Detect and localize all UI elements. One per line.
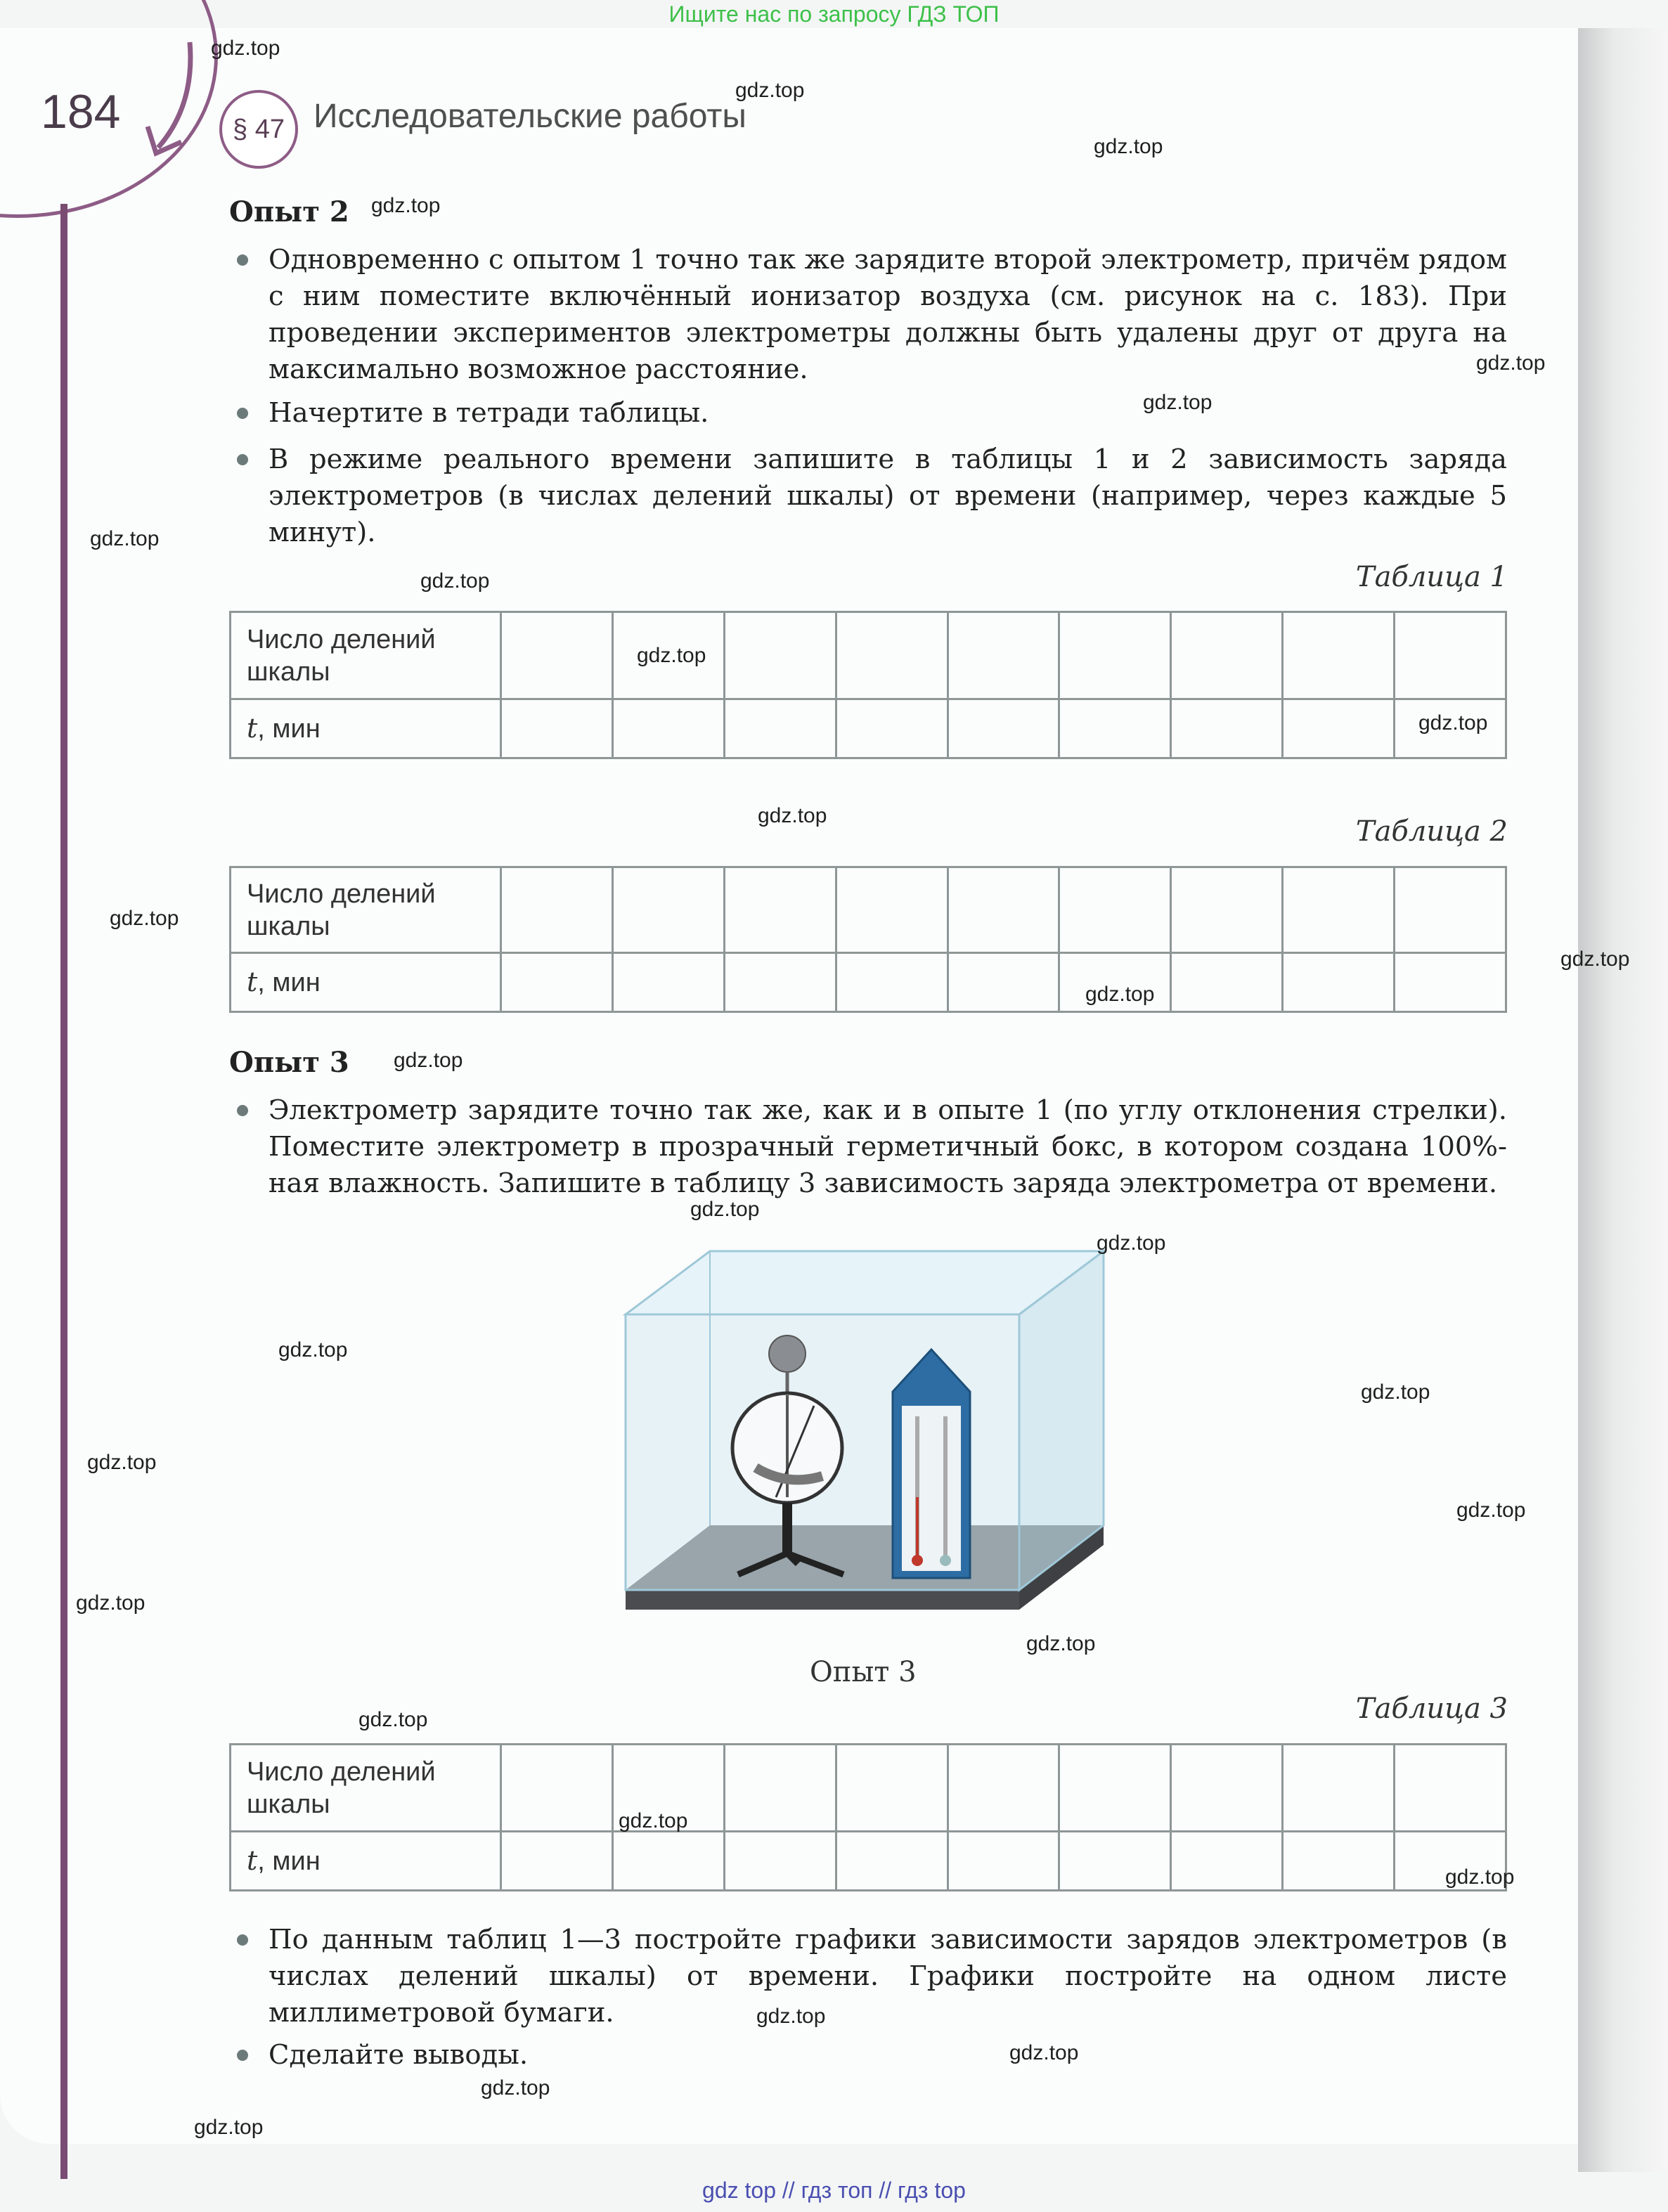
table-cell [1059, 612, 1171, 699]
table-cell [1059, 1832, 1171, 1891]
table-cell [1283, 867, 1395, 953]
table-cell [1171, 953, 1283, 1012]
table-cell [1283, 1745, 1395, 1832]
section-title: Исследовательские работы [313, 98, 746, 135]
watermark: gdz.top [690, 1198, 760, 1221]
table-cell [501, 953, 613, 1012]
watermark: gdz.top [1361, 1380, 1430, 1404]
table-3 [229, 1743, 1507, 1891]
watermark: gdz.top [1143, 391, 1213, 414]
table3-caption: Таблица 3 [1355, 1693, 1508, 1725]
time-unit: , мин [257, 714, 321, 744]
exp2-bullet-2: Начертите в тетради таблицы. [269, 397, 709, 429]
table-cell [724, 1745, 836, 1832]
page-edge-shadow [1578, 28, 1668, 2172]
time-variable: t [247, 966, 258, 997]
watermark: gdz.top [1085, 983, 1155, 1006]
exp3-bullet: Электрометр зарядите точно так же, как и в опыте 1 (по углу отклонения стрелки). Поместите электрометр в прозрачный герметичный бокс, в котором создана 100%-ная влажность. Запишите в таблицу 3 зависимость заряда электрометра от времени. [269, 1094, 1507, 1199]
watermark: gdz.top [1560, 947, 1630, 971]
watermark: gdz.top [1456, 1499, 1526, 1522]
watermark: gdz.top [371, 194, 441, 217]
exp2-bullet-1: Одновременно с опытом 1 точно так же зарядите второй электрометр, причём рядом с ним поместите включённый ионизатор воздуха (см. рисунок на с. 183). При проведении экспериментов электрометры должны быть удалены друг от друга на максимально возможное расстояние. [269, 244, 1507, 385]
watermark: gdz.top [758, 804, 827, 827]
table-cell [501, 1745, 613, 1832]
watermark: gdz.top [1009, 2041, 1079, 2064]
bullet-dot [237, 2050, 248, 2061]
table-cell [1059, 1745, 1171, 1832]
table-cell [1395, 953, 1506, 1012]
watermark: gdz.top [394, 1049, 463, 1072]
watermark: gdz.top [637, 644, 706, 667]
table-cell [724, 699, 836, 758]
table-cell [1171, 1745, 1283, 1832]
time-unit: , мин [257, 1846, 321, 1876]
table-cell [948, 953, 1059, 1012]
table-cell [612, 953, 724, 1012]
time-variable: t [247, 1845, 258, 1876]
table-cell [1059, 699, 1171, 758]
final-bullet-1: По данным таблиц 1—3 постройте графики зависимости зарядов электрометров (в числах делений шкалы) от времени. Графики постройте на одном листе миллиметровой бумаги. [269, 1924, 1507, 2029]
watermark: gdz.top [481, 2076, 550, 2100]
thermometer-dry-bulb [912, 1555, 923, 1566]
time-unit: , мин [257, 968, 321, 997]
hygrometer-panel [902, 1406, 961, 1571]
table-cell [724, 953, 836, 1012]
bullet-dot [237, 254, 248, 266]
watermark: gdz.top [756, 2005, 826, 2028]
table-cell [1171, 699, 1283, 758]
table-cell [501, 612, 613, 699]
exp2-bullet-3: В режиме реального времени запишите в таблицы 1 и 2 зависимость заряда электрометров (в числах делений шкалы) от времени (например, через каждые 5 минут). [269, 444, 1507, 548]
watermark: gdz.top [1476, 351, 1546, 375]
table-cell [724, 867, 836, 953]
table1-label-divisions: Число делений шкалы [231, 612, 501, 699]
table-cell [501, 1832, 613, 1891]
table-cell [948, 612, 1059, 699]
table-cell [948, 699, 1059, 758]
watermark: gdz.top [194, 2116, 264, 2139]
table-cell [836, 612, 948, 699]
time-variable: t [247, 713, 258, 744]
table-cell [1283, 699, 1395, 758]
bullet-dot [237, 408, 248, 419]
table-cell [1171, 867, 1283, 953]
watermark: gdz.top [358, 1708, 428, 1731]
watermark: gdz.top [278, 1338, 348, 1362]
table-1 [229, 611, 1507, 759]
exp2-heading: Опыт 2 [229, 195, 349, 228]
margin-line [60, 204, 67, 2179]
watermark: gdz.top [1445, 1865, 1515, 1889]
electrometer-ball [769, 1335, 806, 1372]
table3-label-time [231, 1832, 501, 1891]
section-badge: § 47 [219, 90, 298, 169]
table-cell [612, 699, 724, 758]
table-cell [1171, 1832, 1283, 1891]
table1-label-time [231, 699, 501, 758]
watermark: gdz.top [1094, 135, 1163, 158]
table-cell [1059, 867, 1171, 953]
watermark: gdz.top [619, 1809, 688, 1832]
bullet-dot [237, 454, 248, 465]
table-cell [836, 699, 948, 758]
final-bullet-2: Сделайте выводы. [269, 2039, 529, 2071]
table-cell [501, 867, 613, 953]
table-cell [724, 612, 836, 699]
table-cell [612, 867, 724, 953]
table-cell [948, 867, 1059, 953]
table-cell [836, 1745, 948, 1832]
watermark: gdz.top [211, 37, 280, 60]
table-cell [948, 1832, 1059, 1891]
table-cell [1395, 612, 1506, 699]
watermark: gdz.top [1418, 711, 1488, 735]
table-cell [1283, 953, 1395, 1012]
table-cell [836, 953, 948, 1012]
table2-label-time [231, 953, 501, 1012]
table-cell [724, 1832, 836, 1891]
bullet-dot [237, 1105, 248, 1116]
curved-arrow-icon [141, 35, 204, 162]
table-cell [1395, 1745, 1506, 1832]
table-cell [948, 1745, 1059, 1832]
table-2 [229, 866, 1507, 1013]
bottom-banner-links[interactable]: gdz top // гдз топ // гдз top [702, 2178, 966, 2203]
table-cell [1395, 867, 1506, 953]
bullet-dot [237, 1934, 248, 1946]
watermark: gdz.top [1026, 1632, 1096, 1655]
table3-label-divisions: Число делений шкалы [231, 1745, 501, 1832]
thermometer-wet-bulb [940, 1555, 951, 1566]
experiment-3-figure [619, 1244, 1125, 1652]
table-cell [836, 1832, 948, 1891]
table-cell [1283, 612, 1395, 699]
table-cell [836, 867, 948, 953]
figure-caption: Опыт 3 [810, 1656, 917, 1688]
table2-label-divisions: Число делений шкалы [231, 867, 501, 953]
watermark: gdz.top [420, 569, 490, 593]
exp3-heading: Опыт 3 [229, 1046, 349, 1079]
page-number: 184 [41, 85, 121, 138]
watermark: gdz.top [110, 907, 179, 930]
watermark: gdz.top [90, 527, 160, 550]
table-cell [1283, 1832, 1395, 1891]
top-banner-link[interactable]: Ищите нас по запросу ГДЗ ТОП [668, 1, 1000, 27]
watermark: gdz.top [735, 79, 805, 102]
table-cell [501, 699, 613, 758]
table2-caption: Таблица 2 [1355, 815, 1508, 848]
watermark: gdz.top [76, 1591, 146, 1615]
table-cell [1171, 612, 1283, 699]
base-board-front [626, 1590, 1019, 1610]
table1-caption: Таблица 1 [1355, 561, 1508, 593]
table-cell [612, 1832, 724, 1891]
watermark: gdz.top [1097, 1231, 1166, 1255]
watermark: gdz.top [87, 1451, 157, 1474]
